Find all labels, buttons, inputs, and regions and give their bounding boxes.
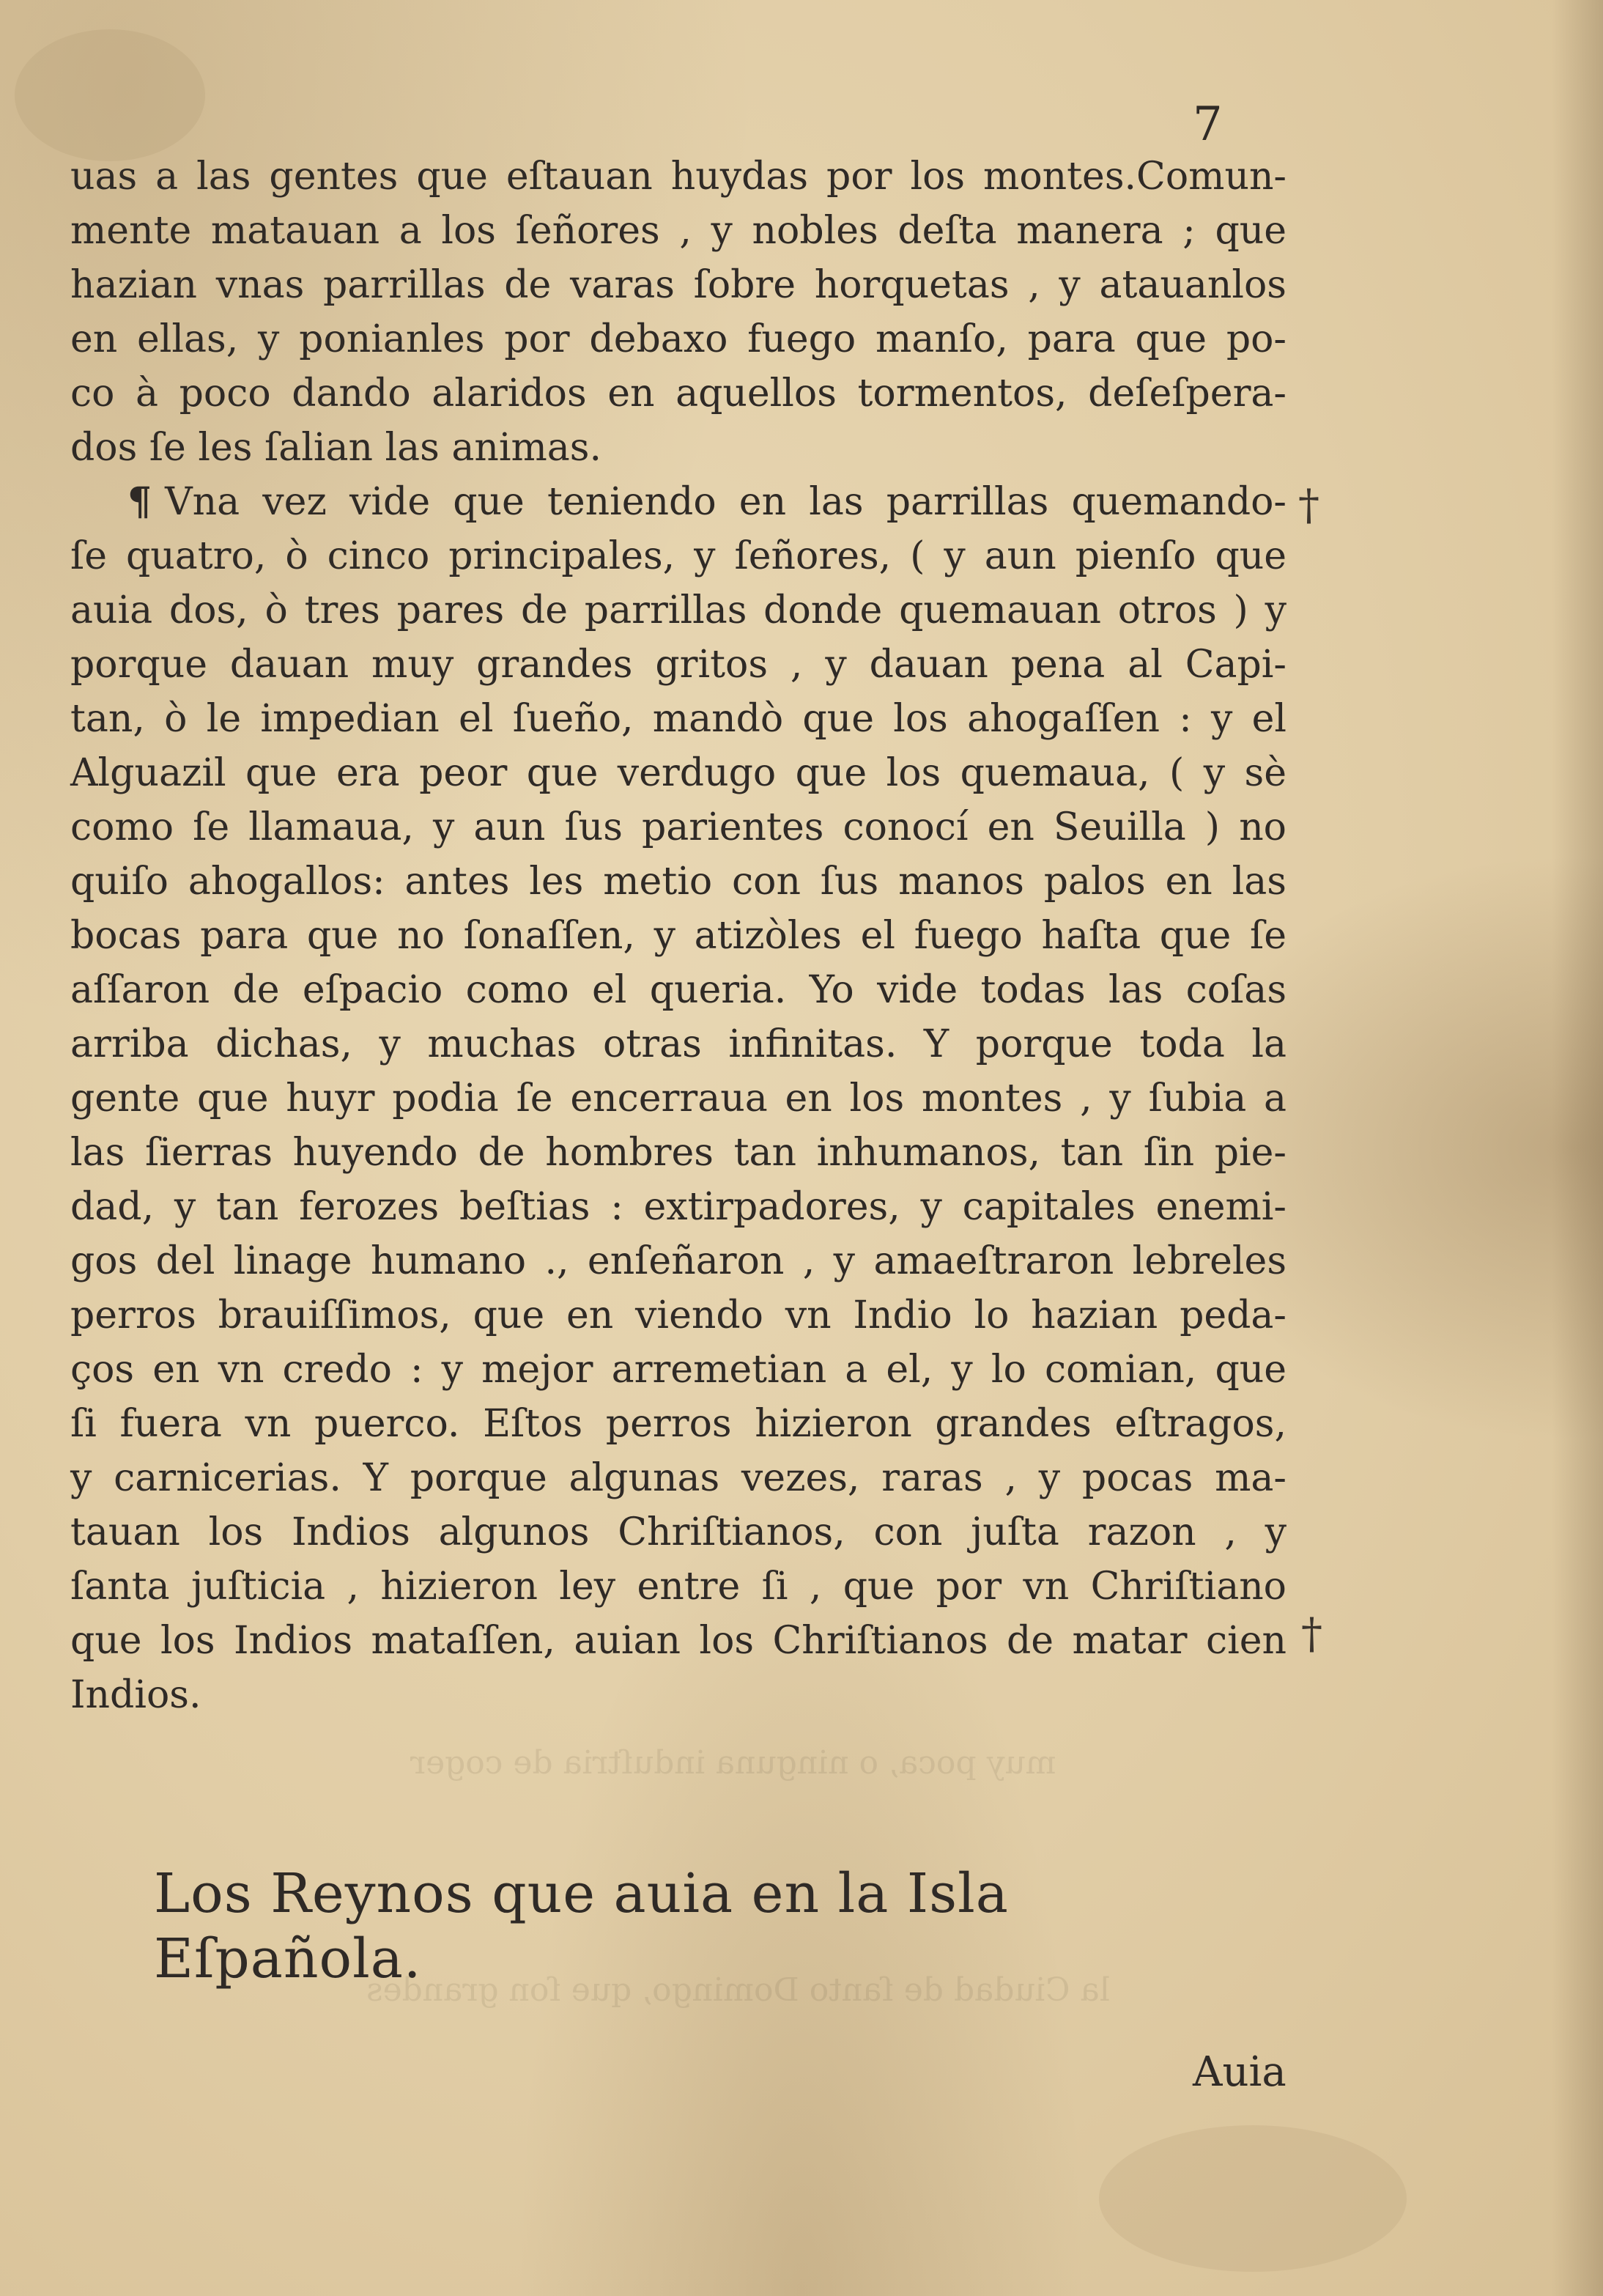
text-line: porque dauan muy grandes gritos , y dauan pena al Capi- bbox=[70, 643, 1287, 687]
text-line: co à poco dando alaridos en aquellos tormentos, deſeſpera- bbox=[70, 372, 1287, 416]
text-line: en ellas, y ponianles por debaxo fuego manſo, para que po- bbox=[70, 317, 1287, 361]
text-line: bocas para que no ſonaſſen, y atizòles el fuego haſta que ſe bbox=[70, 914, 1287, 958]
marginal-dagger-icon: † bbox=[1301, 1609, 1322, 1658]
catchword: Auia bbox=[1193, 2048, 1287, 2096]
text-line: ços en vn credo : y mejor arremetian a el, y lo comian, que bbox=[70, 1348, 1287, 1392]
text-line: y carnicerias. Y porque algunas vezes, raras , y pocas ma- bbox=[70, 1456, 1287, 1500]
text-line: gente que huyr podia ſe encerraua en los montes , y ſubia a bbox=[70, 1077, 1287, 1121]
bleed-through-text: muy poca, o ninguna induſtria de coger bbox=[410, 1744, 1056, 1782]
text-line: tauan los Indios algunos Chriſtianos, con juſta razon , y bbox=[70, 1510, 1287, 1554]
section-heading: Los Reynos que auia en la Isla Eſpañola. bbox=[154, 1862, 1009, 1990]
text-line: ſanta juſticia , hizieron ley entre ſi , que por vn Chriſtiano bbox=[70, 1565, 1287, 1609]
paper-stain bbox=[1099, 2125, 1407, 2272]
text-line: auia dos, ò tres pares de parrillas donde quemauan otros ) y bbox=[70, 588, 1287, 632]
paper-stain bbox=[15, 29, 205, 161]
text-line: las ſierras huyendo de hombres tan inhumanos, tan ſin pie- bbox=[70, 1131, 1287, 1175]
bleed-through-text: la Ciudad de ſanto Domingo, que ſon grandes bbox=[366, 1971, 1110, 2009]
text-line: aſſaron de eſpacio como el queria. Yo vide todas las coſas bbox=[70, 968, 1287, 1012]
text-line: Alguazil que era peor que verdugo que los quemaua, ( y sè bbox=[70, 751, 1287, 795]
page-number: 7 bbox=[1193, 97, 1223, 152]
text-line: Indios. bbox=[70, 1673, 201, 1717]
body-text bbox=[70, 150, 1287, 1722]
text-line: tan, ò le impedian el ſueño, mandò que los ahogaſſen : y el bbox=[70, 697, 1287, 741]
paragraph-first-line bbox=[70, 475, 1287, 529]
page-edge-shadow bbox=[1552, 0, 1603, 2296]
text-line: mente matauan a los ſeñores , y nobles deſta manera ; que bbox=[70, 209, 1287, 253]
text-line: hazian vnas parrillas de varas ſobre horquetas , y atauanlos bbox=[70, 263, 1287, 307]
text-line: uas a las gentes que eſtauan huydas por los montes.Comun- bbox=[70, 155, 1287, 199]
text-line: que los Indios mataſſen, auian los Chriſtianos de matar cien bbox=[70, 1619, 1287, 1663]
text-line: perros brauiſſimos, que en viendo vn Indio lo hazian peda- bbox=[70, 1293, 1287, 1337]
text-line: dad, y tan ferozes beſtias : extirpadores, y capitales enemi- bbox=[70, 1185, 1287, 1229]
text-line: Vna vez vide que teniendo en las parrillas quemando- bbox=[165, 480, 1287, 524]
text-line: dos ſe les ſalian las animas. bbox=[70, 426, 602, 470]
text-line: ſi fuera vn puerco. Eſtos perros hizieron grandes eſtragos, bbox=[70, 1402, 1287, 1446]
text-line: quiſo ahogallos: antes les metio con ſus manos palos en las bbox=[70, 860, 1287, 904]
pilcrow-icon: ¶ bbox=[127, 479, 152, 524]
text-line: gos del linage humano ., enſeñaron , y amaeſtraron lebreles bbox=[70, 1239, 1287, 1283]
text-line: arriba dichas, y muchas otras infinitas. Y porque toda la bbox=[70, 1022, 1287, 1066]
marginal-dagger-icon: † bbox=[1298, 480, 1319, 530]
text-line: ſe quatro, ò cinco principales, y ſeñores, ( y aun pienſo que bbox=[70, 534, 1287, 578]
text-line: como ſe llamaua, y aun ſus parientes conocí en Seuilla ) no bbox=[70, 805, 1287, 849]
